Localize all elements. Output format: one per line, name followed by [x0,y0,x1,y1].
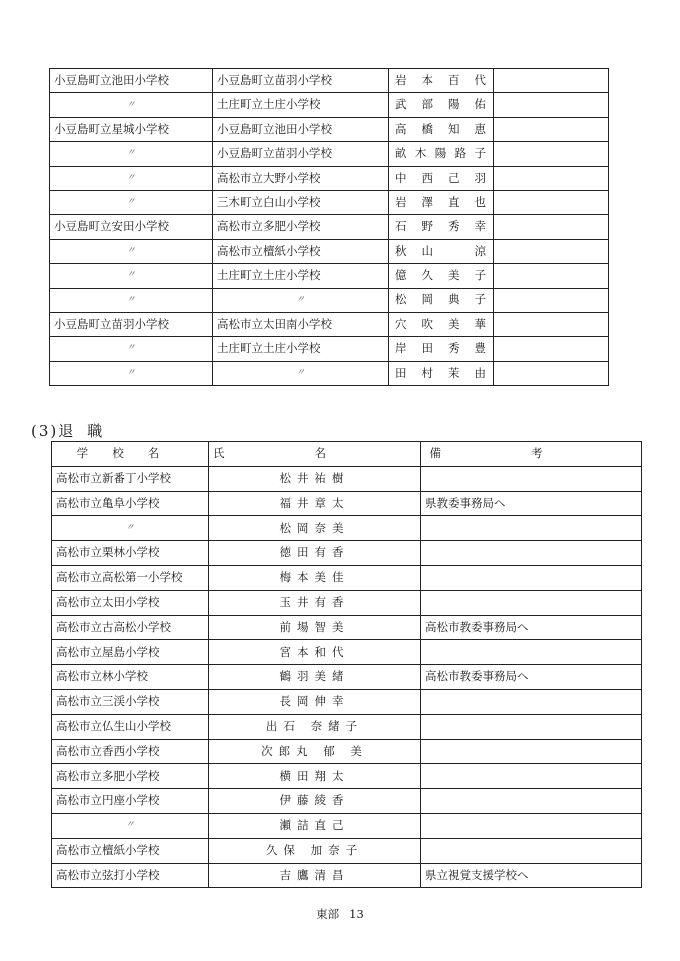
note-cell [494,239,609,263]
from-school-cell: 〃 [50,264,213,288]
note-cell [494,117,609,141]
from-school-cell: 小豆島町立苗羽小学校 [50,312,213,336]
section-title: 退職 [58,422,117,440]
from-school-cell: 〃 [50,288,213,312]
header-name: 氏名 [209,442,421,467]
table-row [50,239,609,263]
table-row [52,813,642,838]
name-cell: 畝木陽路子 [389,142,494,166]
name-cell: 中西己羽 [389,166,494,190]
footer-section-label: 東部 [316,907,340,921]
name-cell: 久保 加奈子 [209,838,421,863]
to-school-cell: 小豆島町立苗羽小学校 [213,69,389,93]
name-cell: 松岡典子 [389,288,494,312]
from-school-cell: 〃 [50,337,213,361]
school-cell: 高松市立高松第一小学校 [52,565,209,590]
school-cell: 高松市立香西小学校 [52,739,209,764]
note-cell [494,142,609,166]
name-cell: 長岡伸幸 [209,689,421,714]
table-row [50,117,609,141]
table-row [52,689,642,714]
table-row [52,640,642,665]
name-cell: 秋山 涼 [389,239,494,263]
from-school-cell: 〃 [50,93,213,117]
note-cell [421,516,642,541]
school-cell: 高松市立栗林小学校 [52,541,209,566]
name-cell: 出石 奈緒子 [209,714,421,739]
page-number: 13 [349,907,364,921]
name-cell: 田村茉由 [389,361,494,385]
table-row [50,166,609,190]
header-school: 学校名 [52,442,209,467]
table-row [52,466,642,491]
to-school-cell: 土庄町立土庄小学校 [213,337,389,361]
from-school-cell: 小豆島町立池田小学校 [50,69,213,93]
retirement-table-header [52,442,642,467]
table-row [50,69,609,93]
note-cell [421,714,642,739]
from-school-cell: 〃 [50,361,213,385]
name-cell: 伊藤綾香 [209,789,421,814]
note-cell [421,838,642,863]
note-cell [494,312,609,336]
to-school-cell: 〃 [213,288,389,312]
name-cell: 岩澤直也 [389,190,494,214]
table-row [50,361,609,385]
from-school-cell: 〃 [50,166,213,190]
note-cell [494,288,609,312]
page-footer [0,906,680,922]
name-cell: 石野秀幸 [389,215,494,239]
table-row [52,516,642,541]
name-cell: 次郎丸 郁 美 [209,739,421,764]
school-cell: 高松市立仏生山小学校 [52,714,209,739]
name-cell: 徳田有香 [209,541,421,566]
school-cell: 高松市立檀紙小学校 [52,838,209,863]
section-number: (3) [31,422,59,440]
note-cell [494,264,609,288]
school-cell: 高松市立新番丁小学校 [52,466,209,491]
school-cell: 〃 [52,813,209,838]
school-cell: 高松市立古高松小学校 [52,615,209,640]
to-school-cell: 土庄町立土庄小学校 [213,264,389,288]
name-cell: 玉井有香 [209,590,421,615]
note-cell [421,739,642,764]
header-note: 備考 [421,442,642,467]
name-cell: 松岡奈美 [209,516,421,541]
note-cell [494,190,609,214]
table-row [52,615,642,640]
note-cell [421,466,642,491]
table-row [52,491,642,516]
transfer-table-body [50,69,609,386]
to-school-cell: 高松市立太田南小学校 [213,312,389,336]
from-school-cell: 〃 [50,190,213,214]
table-row [52,565,642,590]
table-row [50,142,609,166]
note-cell [494,337,609,361]
table-row [50,288,609,312]
note-cell [421,565,642,590]
section-heading [31,420,116,441]
name-cell: 前場智美 [209,615,421,640]
to-school-cell: 小豆島町立苗羽小学校 [213,142,389,166]
school-cell: 高松市立三渓小学校 [52,689,209,714]
table-row [52,838,642,863]
table-row [52,789,642,814]
name-cell: 松井祐樹 [209,466,421,491]
table-row [52,863,642,888]
school-cell: 〃 [52,516,209,541]
from-school-cell: 〃 [50,142,213,166]
table-row [50,215,609,239]
note-cell [421,764,642,789]
school-cell: 高松市立亀阜小学校 [52,491,209,516]
table-row [50,337,609,361]
note-cell [421,640,642,665]
school-cell: 高松市立円座小学校 [52,789,209,814]
school-cell: 高松市立屋島小学校 [52,640,209,665]
to-school-cell: 〃 [213,361,389,385]
transfer-table [49,68,609,386]
note-cell [494,69,609,93]
note-cell [421,813,642,838]
name-cell: 福井章太 [209,491,421,516]
note-cell: 県立視覚支援学校へ [421,863,642,888]
table-row [50,190,609,214]
name-cell: 瀬詰直己 [209,813,421,838]
table-row [50,93,609,117]
table-row [52,541,642,566]
to-school-cell: 高松市立多肥小学校 [213,215,389,239]
note-cell [421,590,642,615]
note-cell [494,215,609,239]
name-cell: 岸田秀豊 [389,337,494,361]
table-row [52,764,642,789]
note-cell [421,541,642,566]
name-cell: 鶴羽美緒 [209,665,421,690]
note-cell: 高松市教委事務局へ [421,615,642,640]
from-school-cell: 小豆島町立安田小学校 [50,215,213,239]
from-school-cell: 〃 [50,239,213,263]
retirement-table-body [52,466,642,888]
to-school-cell: 小豆島町立池田小学校 [213,117,389,141]
from-school-cell: 小豆島町立星城小学校 [50,117,213,141]
header-row [52,442,642,467]
name-cell: 億久美子 [389,264,494,288]
to-school-cell: 三木町立白山小学校 [213,190,389,214]
note-cell [421,789,642,814]
to-school-cell: 高松市立大野小学校 [213,166,389,190]
name-cell: 梅本美佳 [209,565,421,590]
school-cell: 高松市立太田小学校 [52,590,209,615]
name-cell: 吉鷹清昌 [209,863,421,888]
name-cell: 穴吹美華 [389,312,494,336]
school-cell: 高松市立林小学校 [52,665,209,690]
name-cell: 横田翔太 [209,764,421,789]
retirement-table [51,441,642,888]
school-cell: 高松市立多肥小学校 [52,764,209,789]
to-school-cell: 高松市立檀紙小学校 [213,239,389,263]
table-row [50,264,609,288]
table-row [52,665,642,690]
note-cell [494,93,609,117]
name-cell: 宮本和代 [209,640,421,665]
table-row [50,312,609,336]
note-cell [494,361,609,385]
note-cell [421,689,642,714]
table-row [52,739,642,764]
to-school-cell: 土庄町立土庄小学校 [213,93,389,117]
table-row [52,714,642,739]
note-cell [494,166,609,190]
name-cell: 岩本百代 [389,69,494,93]
table-row [52,590,642,615]
school-cell: 高松市立弦打小学校 [52,863,209,888]
name-cell: 武部陽佑 [389,93,494,117]
note-cell: 県教委事務局へ [421,491,642,516]
note-cell: 高松市教委事務局へ [421,665,642,690]
name-cell: 高橋知恵 [389,117,494,141]
